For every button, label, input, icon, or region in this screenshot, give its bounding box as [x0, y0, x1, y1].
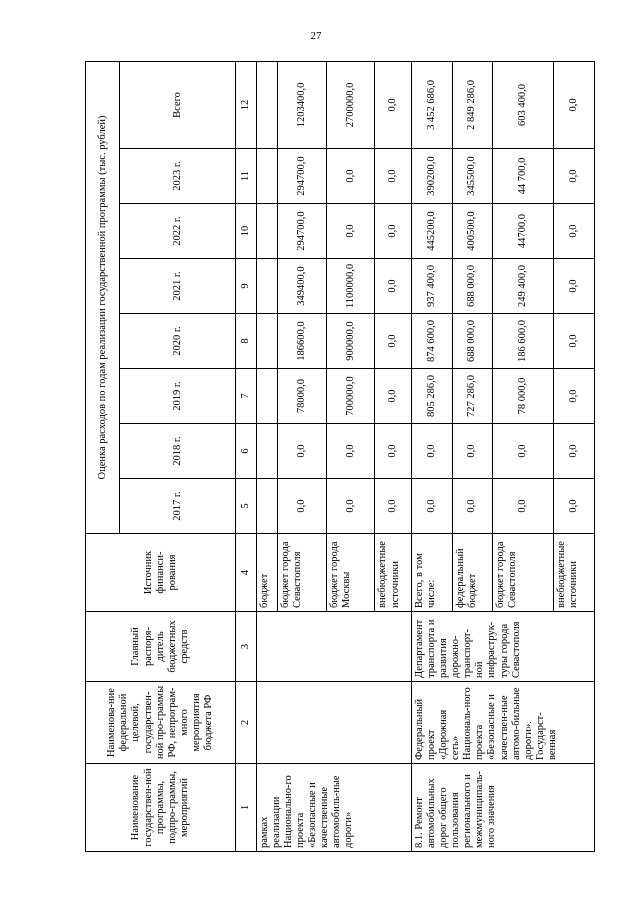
value-cell: 186 600,0	[493, 314, 554, 369]
value-cell: 0,0	[375, 479, 412, 534]
value-cell: 0,0	[375, 61, 412, 148]
value-cell: 2 849 286,0	[452, 61, 493, 148]
column-number: 4	[236, 534, 257, 612]
value-cell	[256, 149, 277, 204]
value-cell: 0,0	[554, 479, 595, 534]
column-number: 2	[236, 682, 257, 764]
table-row	[256, 61, 277, 851]
value-cell: 700000,0	[326, 369, 375, 424]
source-cell: бюджет города Севастополя	[277, 534, 326, 612]
header-year: 2018 г.	[120, 424, 236, 479]
empty-cell	[256, 682, 411, 764]
value-cell: 0,0	[412, 424, 453, 479]
header-federal-program: Наименова-ние федеральной целевой, государствен-ной про-граммы РФ, непрограм-много мероприятия бюджета РФ	[86, 682, 236, 764]
value-cell: 0,0	[554, 61, 595, 148]
value-cell: 0,0	[554, 314, 595, 369]
value-cell: 0,0	[554, 204, 595, 259]
value-cell: 727 286,0	[452, 369, 493, 424]
column-number: 10	[236, 204, 257, 259]
source-cell: внебюджетные источники	[375, 534, 412, 612]
header-total: Всего	[120, 61, 236, 148]
rotated-table-container	[85, 62, 595, 852]
header-manager: Главный распоря-дитель бюджетных средств	[86, 612, 236, 682]
source-cell: внебюджетные источники	[554, 534, 595, 612]
value-cell: 688 000,0	[452, 259, 493, 314]
value-cell: 0,0	[375, 149, 412, 204]
page-number: 27	[310, 30, 322, 42]
header-year: 2023 г.	[120, 149, 236, 204]
header-year: 2022 г.	[120, 204, 236, 259]
value-cell: 3 452 686,0	[412, 61, 453, 148]
value-cell: 0,0	[375, 314, 412, 369]
value-cell: 0,0	[493, 479, 554, 534]
value-cell: 0,0	[326, 149, 375, 204]
value-cell: 44 700,0	[493, 149, 554, 204]
program-name-cell: 8.1. Ремонт автомобильных дорог общего пользования регионального и межмуниципаль-ного значения	[412, 764, 595, 852]
value-cell: 0,0	[554, 259, 595, 314]
value-cell: 688 000,0	[452, 314, 493, 369]
program-name-cell: рамках реализации Национально-го проекта «Безопасные и качественные автомобиль-ные дороги»	[256, 764, 411, 852]
value-cell: 294700,0	[277, 149, 326, 204]
budget-table	[85, 61, 595, 852]
value-cell: 0,0	[375, 204, 412, 259]
value-cell: 0,0	[554, 369, 595, 424]
value-cell: 294700,0	[277, 204, 326, 259]
header-year: 2017 г.	[120, 479, 236, 534]
value-cell: 445200,0	[412, 204, 453, 259]
federal-program-cell: Федеральный проект «Дорожная сеть» Националь-ного проекта «Безопасные и качествен-ные автомо-бильные дороги». Государст-венная	[412, 682, 595, 764]
column-numbers-row	[236, 61, 257, 851]
header-source: Источник финанси-рования	[86, 534, 236, 612]
column-number: 9	[236, 259, 257, 314]
value-cell	[256, 314, 277, 369]
table-row	[412, 61, 453, 851]
value-cell: 78000,0	[277, 369, 326, 424]
value-cell: 805 286,0	[412, 369, 453, 424]
value-cell: 900000,0	[326, 314, 375, 369]
header-year: 2021 г.	[120, 259, 236, 314]
value-cell: 78 000,0	[493, 369, 554, 424]
value-cell: 186600,0	[277, 314, 326, 369]
manager-cell: Департамент транспорта и развития дорожно-транспорт-ной инфраструк-туры города Севастополя	[412, 612, 595, 682]
value-cell: 0,0	[554, 149, 595, 204]
value-cell: 0,0	[326, 479, 375, 534]
value-cell: 0,0	[452, 424, 493, 479]
source-cell: Всего, в том числе:	[412, 534, 453, 612]
header-program-name: Наименование государствен-ной программы, подпро-граммы, мероприятий	[86, 764, 236, 852]
value-cell: 0,0	[493, 424, 554, 479]
value-cell: 390200,0	[412, 149, 453, 204]
value-cell: 0,0	[375, 259, 412, 314]
value-cell: 0,0	[277, 479, 326, 534]
column-number: 1	[236, 764, 257, 852]
empty-cell	[256, 612, 411, 682]
value-cell	[256, 424, 277, 479]
value-cell: 874 600,0	[412, 314, 453, 369]
header-estimate: Оценка расходов по годам реализации государственной программы (тыс. рублей)	[86, 61, 120, 533]
column-number: 11	[236, 149, 257, 204]
source-cell: бюджет города Москвы	[326, 534, 375, 612]
value-cell: 0,0	[554, 424, 595, 479]
value-cell: 603 400,0	[493, 61, 554, 148]
value-cell: 0,0	[326, 204, 375, 259]
value-cell: 0,0	[375, 369, 412, 424]
value-cell	[256, 61, 277, 148]
source-cell: бюджет	[256, 534, 277, 612]
value-cell: 1100000,0	[326, 259, 375, 314]
value-cell: 44700,0	[493, 204, 554, 259]
column-number: 3	[236, 612, 257, 682]
value-cell: 0,0	[452, 479, 493, 534]
value-cell: 2700000,0	[326, 61, 375, 148]
column-number: 12	[236, 61, 257, 148]
source-cell: бюджет города Севастополя	[493, 534, 554, 612]
value-cell	[256, 479, 277, 534]
value-cell	[256, 369, 277, 424]
value-cell: 0,0	[277, 424, 326, 479]
value-cell: 349400,0	[277, 259, 326, 314]
value-cell: 0,0	[375, 424, 412, 479]
header-year: 2019 г.	[120, 369, 236, 424]
value-cell: 0,0	[326, 424, 375, 479]
header-row-1	[86, 61, 120, 851]
value-cell: 937 400,0	[412, 259, 453, 314]
column-number: 7	[236, 369, 257, 424]
value-cell: 400500,0	[452, 204, 493, 259]
value-cell	[256, 204, 277, 259]
column-number: 6	[236, 424, 257, 479]
value-cell: 345500,0	[452, 149, 493, 204]
value-cell: 1203400,0	[277, 61, 326, 148]
value-cell	[256, 259, 277, 314]
column-number: 5	[236, 479, 257, 534]
column-number: 8	[236, 314, 257, 369]
header-year: 2020 г.	[120, 314, 236, 369]
value-cell: 0,0	[412, 479, 453, 534]
source-cell: федеральный бюджет	[452, 534, 493, 612]
value-cell: 249 400,0	[493, 259, 554, 314]
